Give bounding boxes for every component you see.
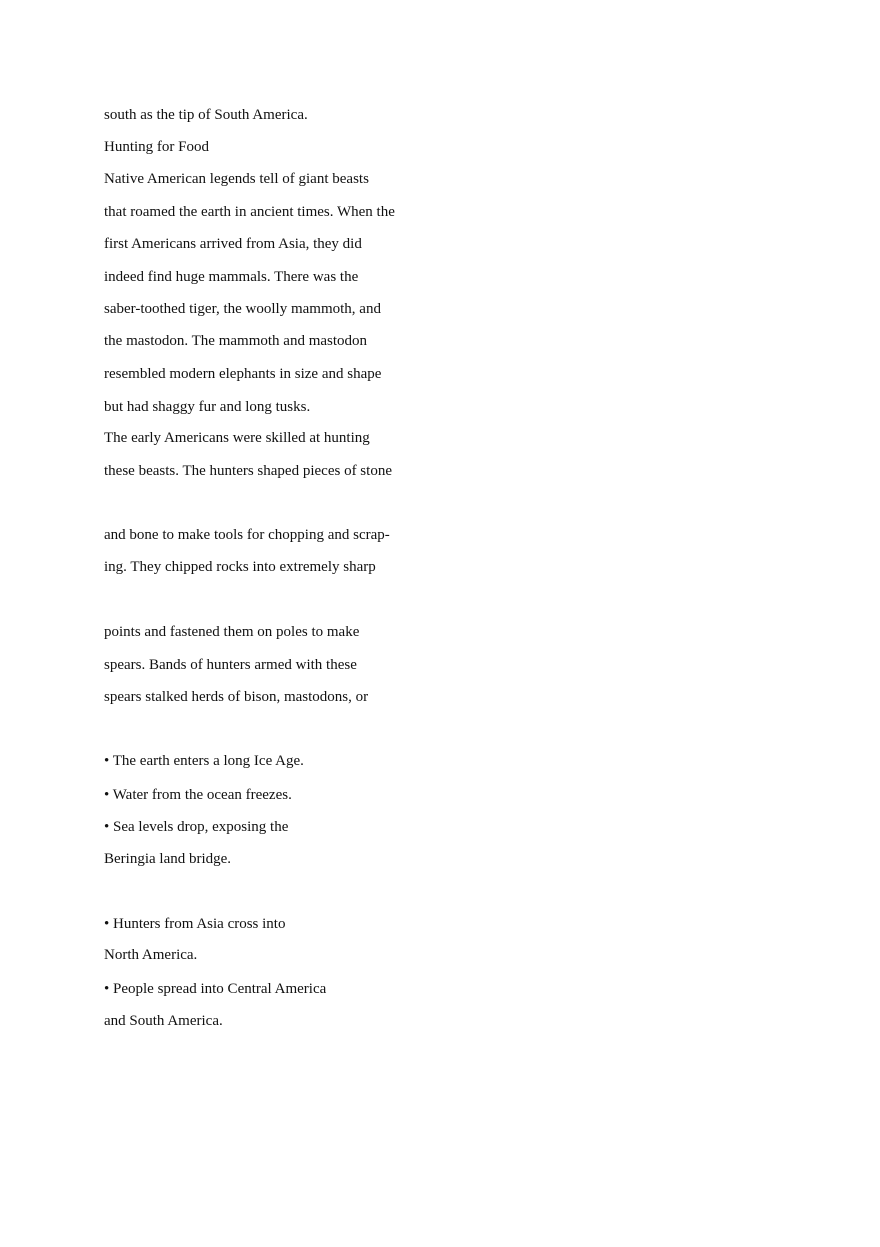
bullet-item: • The earth enters a long Ice Age. [104,753,304,769]
bullet-continuation: Beringia land bridge. [104,851,232,867]
text-line: these beasts. The hunters shaped pieces of stone [104,463,392,479]
bullet-item: • Hunters from Asia cross into [104,916,286,932]
text-line: first Americans arrived from Asia, they did [104,236,362,252]
text-line: south as the tip of South America. [104,107,308,123]
text-line: saber-toothed tiger, the woolly mammoth, and [104,301,381,317]
text-line: Native American legends tell of giant beasts [104,171,369,187]
bullet-continuation: and South America. [104,1013,223,1029]
text-line: spears stalked herds of bison, mastodons, or [104,689,369,705]
text-line: ing. They chipped rocks into extremely sharp [104,559,376,575]
text-line: spears. Bands of hunters armed with these [104,657,357,673]
text-line: the mastodon. The mammoth and mastodon [104,333,368,349]
text-line: but had shaggy fur and long tusks. [104,399,311,415]
text-line: The early Americans were skilled at hunting [104,430,370,446]
text-line: resembled modern elephants in size and shape [104,366,382,382]
text-line: points and fastened them on poles to make [104,624,360,640]
text-line: that roamed the earth in ancient times. When the [104,204,395,220]
bullet-item: • Water from the ocean freezes. [104,787,292,803]
text-line: and bone to make tools for chopping and scrap- [104,527,390,543]
section-heading: Hunting for Food [104,139,209,155]
bullet-item: • Sea levels drop, exposing the [104,819,289,835]
bullet-item: • People spread into Central America [104,981,327,997]
bullet-continuation: North America. [104,947,198,963]
text-line: indeed find huge mammals. There was the [104,269,359,285]
